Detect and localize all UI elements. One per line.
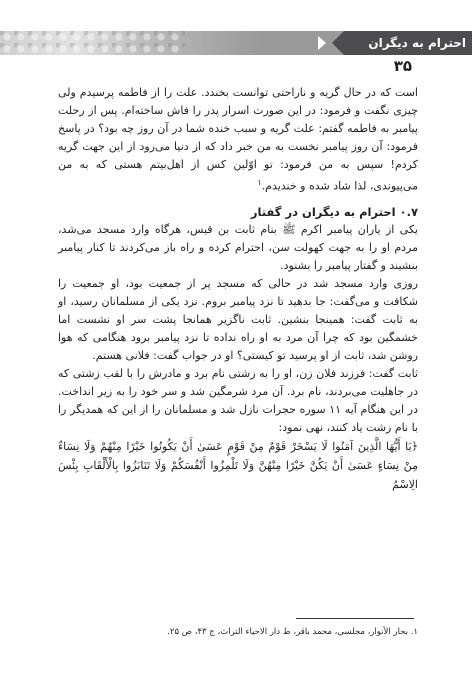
paragraph: ثابت گفت: فرزند فلان زن، او را به زشتی نام برد و مادرش را با لقب زشتی که در جاهلیت می‌بردند، نام برد. آن مرد شرمگین شد و سر خود را به زیر انداخت. در این هنگام آیه ۱۱ سوره حجرات نازل شد و مسلمانان را از این که همدیگر را با نام زشت یاد کنند، نهی نمود: <box>58 366 418 434</box>
chapter-title: احترام به دیگران <box>368 36 466 50</box>
paragraph: یکی از یاران پیامبر اکرم ﷺ بنام ثابت بن قیس، هرگاه وارد مسجد می‌شد، مردم او را به جهت کهولت سن، احترام کرده و راه باز می‌کردند تا کنار پیامبر بنشیند و گفتار پیامبر را بشنود. <box>58 222 418 272</box>
chevron-left-icon <box>318 36 326 50</box>
page-body <box>58 84 418 494</box>
header-ornament <box>0 31 185 55</box>
paragraph <box>58 84 418 196</box>
footnote: ۱. بحار الأنوار، مجلسی، محمد باقر، ط دار الاحیاء التراث، ج ۴۳، ص ۲۵. <box>167 627 418 637</box>
paragraph-text: است که در حال گریه و ناراحتی توانست بخندد. علت را از فاطمه پرسیدم ولی چیزی نگفت و فرمود: در این صورت اسرار پدر را فاش ساخته‌ام. پس از رحلت پیامبر به فاطمه گفتم: علت گریه و سبب خنده شما در آن روز چه بود؟ در پاسخ فرمود: آن روز پیامبر نخست به من خبر داد که از دنیا می‌رود از این جهت گریه کردم! سپس به من فرمود: تو اوّلین کس از اهل‌بیتم هستی که به من می‌پیوندی، لذا شاد شده و خندیدم. <box>58 86 418 193</box>
paragraph: روزی وارد مسجد شد در حالی که مسجد پر از جمعیت بود، او جمعیت را شکافت و می‌گفت: جا بدهید تا نزد پیامبر بروم. نزد یکی از مسلمانان رسید، او به ثابت گفت: همینجا بنشین. ثابت ناگزیر همانجا پشت سر او نشست اما خشمگین بود که چرا آن مرد به او راه نداده تا نزد پیامبر برود هنگامی که هوا روشن شد، ثابت از او پرسید تو کیستی؟ او در جواب گفت: فلانی هستم. <box>58 276 418 362</box>
footnote-reference: ۱ <box>257 178 262 187</box>
footnote-divider <box>296 618 414 619</box>
page-number: ۳۵ <box>393 57 412 75</box>
spacer <box>58 196 418 203</box>
quran-verse: ﴿يَا أَيُّهَا الَّذِينَ آمَنُوا لَا يَسْخَرْ قَوْمٌ مِنْ قَوْمٍ عَسَىٰ أَنْ يَكُونُوا خَيْرًا مِنْهُمْ وَلَا نِسَاءٌ مِنْ نِسَاءٍ عَسَىٰ أَنْ يَكُنَّ خَيْرًا مِنْهُنَّ وَلَا تَلْمِزُوا أَنْفُسَكُمْ وَلَا تَنَابَزُوا بِالْأَلْقَابِ بِئْسَ الِاسْمُ <box>58 439 418 491</box>
section-heading: ۰.۷ احترام به دیگران در گفتار <box>250 204 418 219</box>
